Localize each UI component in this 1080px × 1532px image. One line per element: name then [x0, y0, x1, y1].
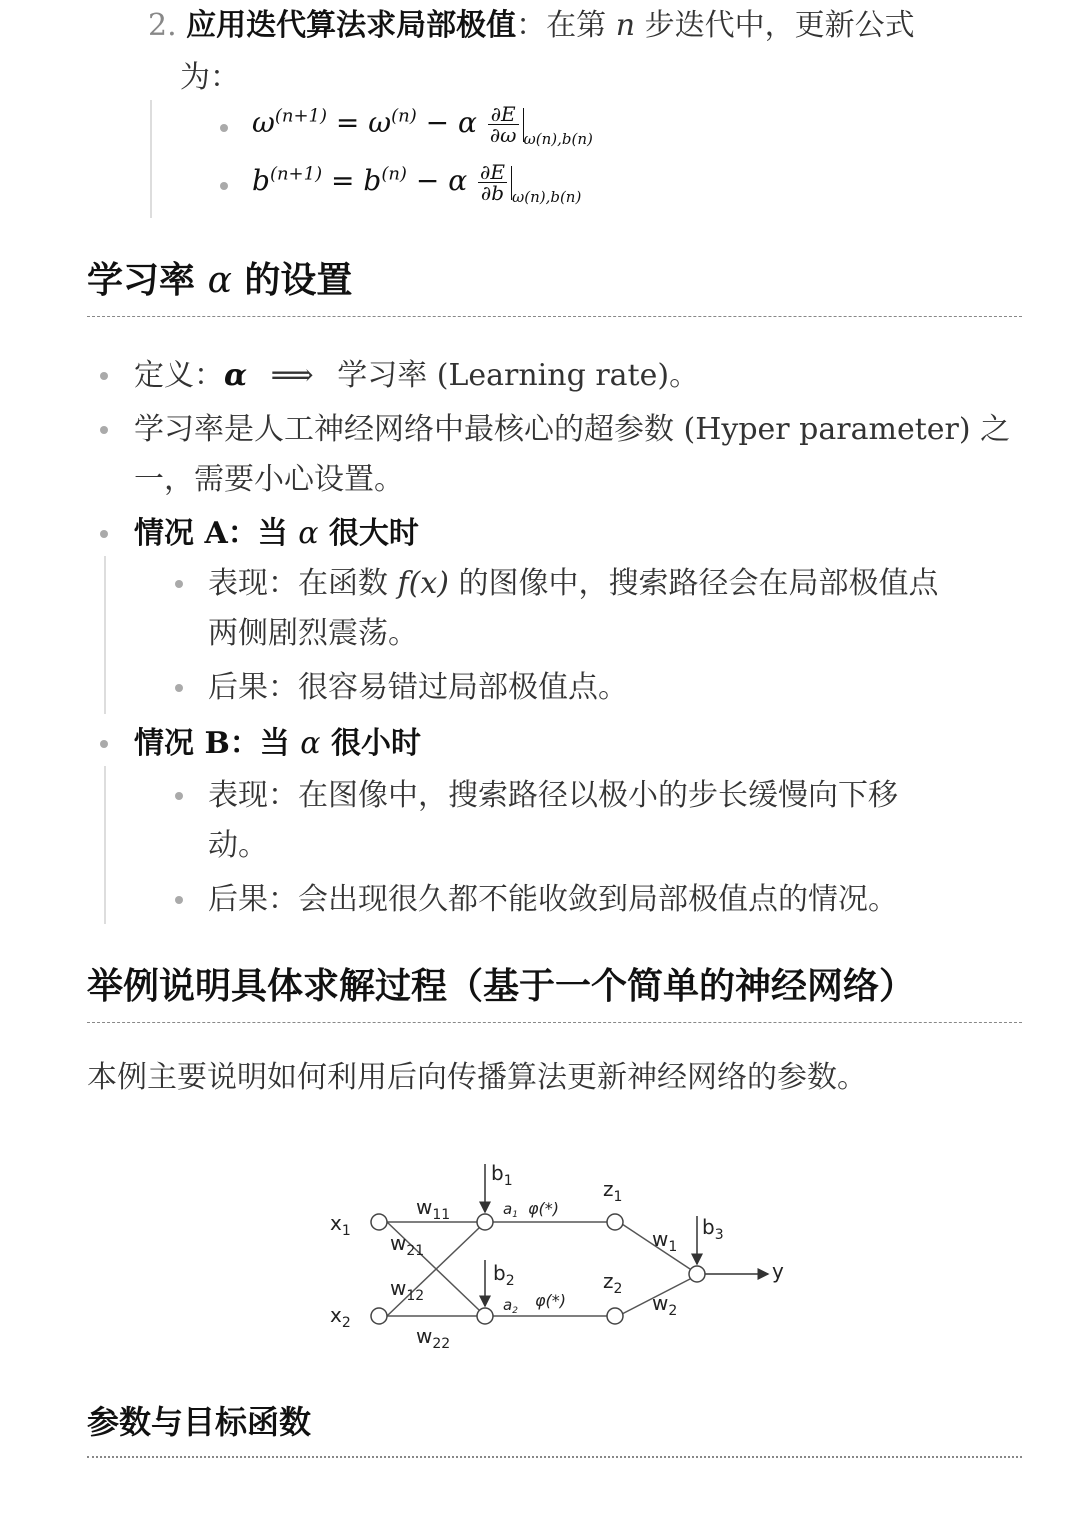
w-rhs: ω — [368, 106, 392, 139]
case-a-b: 很大时 — [328, 516, 419, 551]
w-den: ∂ω — [489, 123, 517, 147]
case-b-a: 情况 B：当 — [134, 726, 290, 761]
label-b3: $b_3$ — [702, 1215, 724, 1243]
b-num: ∂E — [480, 160, 505, 184]
bullet — [100, 426, 108, 434]
step-intro-c: 为： — [180, 60, 240, 95]
b-eval: ω(n),b(n) — [511, 188, 582, 206]
label-x1: $x_1$ — [330, 1211, 351, 1239]
case-b-show-line2: 动。 — [208, 828, 268, 863]
case-a-show-line2: 两侧剧烈震荡。 — [208, 616, 418, 651]
case-a-alpha: α — [298, 516, 319, 551]
def-label: 定义： — [134, 358, 224, 393]
lr-heading-a: 学习率 — [87, 259, 196, 301]
b-rhs: b — [363, 164, 382, 197]
w-minus: − α — [416, 106, 477, 139]
bullet — [175, 580, 183, 588]
case-b-show-line1: 表现：在图像中，搜索路径以极小的步长缓慢向下移 — [208, 778, 898, 813]
case-a-heading — [134, 514, 419, 554]
w-lhs-sup: (n+1) — [274, 105, 328, 127]
label-b2: $b_2$ — [493, 1261, 515, 1289]
label-z1: $z_1$ — [603, 1177, 623, 1205]
label-z2: $z_2$ — [603, 1269, 623, 1297]
node-a1 — [477, 1214, 493, 1230]
case-a-show-b: 的图像中，搜索路径会在局部极值点 — [458, 566, 939, 601]
label-w11: $w_{11}$ — [416, 1195, 451, 1223]
neural-network-diagram — [300, 1150, 820, 1360]
case-a-a: 情况 A：当 — [134, 516, 288, 551]
label-y: y — [772, 1259, 784, 1283]
case-b-b: 很小时 — [330, 726, 421, 761]
def-alpha: α — [224, 358, 248, 393]
w-fraction — [488, 104, 519, 145]
case-b-rule — [104, 766, 106, 924]
w-eval: ω(n),b(n) — [523, 130, 593, 148]
case-a-show — [208, 564, 939, 604]
case-a-result: 后果：很容易错过局部极值点。 — [208, 670, 628, 705]
node-z2 — [607, 1308, 623, 1324]
example-intro: 本例主要说明如何利用后向传播算法更新神经网络的参数。 — [87, 1060, 867, 1095]
implies-arrow: ⟹ — [270, 358, 314, 393]
step-number: 2. — [148, 8, 177, 43]
heading-underline — [87, 1456, 1022, 1458]
label-a2: $a_2$ — [503, 1296, 518, 1316]
bullet — [175, 792, 183, 800]
lr-definition — [134, 356, 699, 396]
node-z1 — [607, 1214, 623, 1230]
node-x1 — [371, 1214, 387, 1230]
label-b1: $b_1$ — [491, 1161, 513, 1189]
params-heading: 参数与目标函数 — [87, 1403, 312, 1441]
step-intro-b: 步迭代中，更新公式 — [644, 8, 915, 43]
label-x2: $x_2$ — [330, 1303, 351, 1331]
b-den: ∂b — [480, 181, 505, 205]
b-rhs-sup: (n) — [381, 163, 407, 185]
lr-heading — [87, 258, 352, 303]
bullet — [100, 740, 108, 748]
b-lhs-sup: (n+1) — [269, 163, 323, 185]
bullet — [220, 182, 228, 190]
node-a2 — [477, 1308, 493, 1324]
case-b-alpha: α — [300, 726, 321, 761]
step-intro-a: ：在第 — [516, 8, 607, 43]
heading-underline — [87, 1022, 1022, 1023]
lr-core-line2: 一，需要小心设置。 — [134, 462, 404, 497]
def-text: 学习率 (Learning rate)。 — [337, 358, 700, 393]
label-w21: $w_{21}$ — [390, 1231, 425, 1259]
var-n: n — [615, 8, 636, 43]
bullet — [220, 124, 228, 132]
b-fraction — [478, 162, 507, 203]
example-heading: 举例说明具体求解过程（基于一个简单的神经网络） — [87, 965, 916, 1007]
b-lhs: b — [252, 164, 270, 197]
bullet — [100, 530, 108, 538]
label-w12: $w_{12}$ — [390, 1276, 425, 1304]
label-w22: $w_{22}$ — [416, 1324, 451, 1352]
formula-block-rule — [150, 100, 152, 218]
b-eq: = — [322, 164, 364, 197]
label-phi2: φ(*) — [535, 1291, 567, 1310]
b-update-formula — [252, 162, 581, 206]
lr-heading-alpha: α — [207, 260, 232, 301]
w-rhs-sup: (n) — [391, 105, 417, 127]
w-lhs: ω — [252, 106, 275, 139]
label-a1: $a_1$ — [503, 1200, 518, 1220]
w-eq: = — [327, 106, 369, 139]
step2-line — [148, 6, 915, 46]
w-num: ∂E — [488, 104, 519, 125]
label-phi1: φ(*) — [528, 1199, 560, 1218]
heading-underline — [87, 316, 1022, 317]
w-update-formula — [252, 104, 593, 148]
bullet — [175, 684, 183, 692]
case-a-show-a: 表现：在函数 — [208, 566, 388, 601]
step-title: 应用迭代算法求局部极值 — [186, 8, 517, 43]
node-output — [689, 1266, 705, 1282]
label-w2: $w_2$ — [652, 1291, 678, 1319]
label-w1: $w_1$ — [652, 1227, 678, 1255]
lr-heading-b: 的设置 — [244, 259, 353, 301]
lr-core-line1: 学习率是人工神经网络中最核心的超参数 (Hyper parameter) 之 — [134, 412, 1011, 447]
case-b-result: 后果：会出现很久都不能收敛到局部极值点的情况。 — [208, 882, 898, 917]
case-a-fx: f(x) — [397, 566, 449, 601]
bullet — [175, 896, 183, 904]
case-a-rule — [104, 556, 106, 714]
case-b-heading — [134, 724, 421, 764]
bullet — [100, 372, 108, 380]
b-minus: − α — [406, 164, 468, 197]
node-x2 — [371, 1308, 387, 1324]
